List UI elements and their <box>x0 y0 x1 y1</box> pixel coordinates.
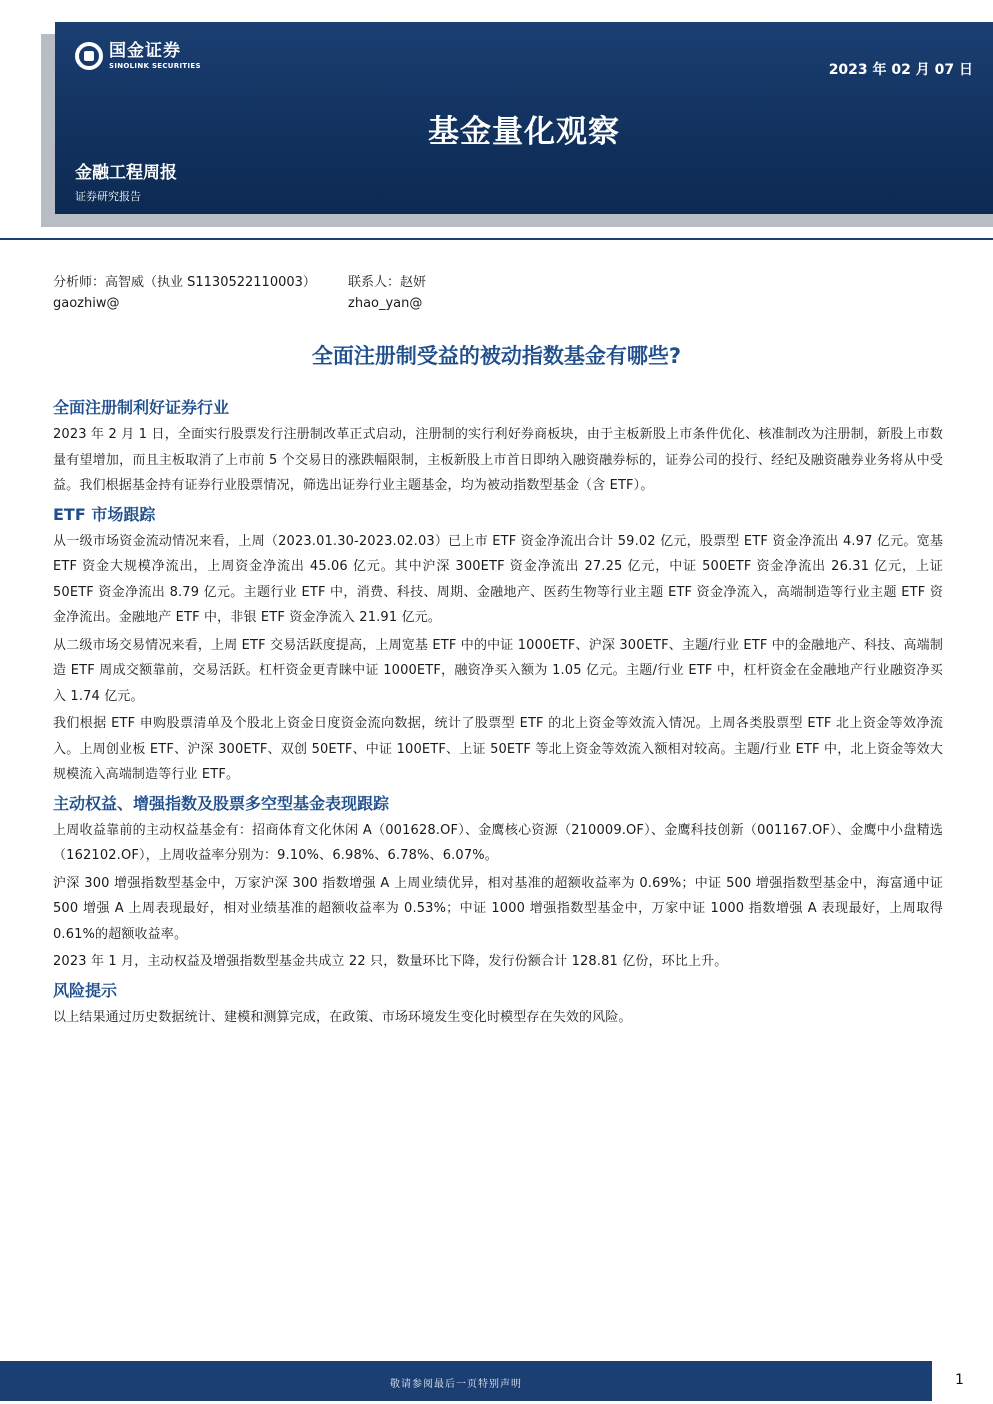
paragraph: 沪深 300 增强指数型基金中，万家沪深 300 指数增强 A 上周业绩优异，相对基准的超额收益率为 0.69%；中证 500 增强指数型基金中，海富通中证 500 增强 A 上周表现最好，相对业绩基准的超额收益率为 0.53%；中证 1000 增强指数型基金中，万家中证 1000 指数增强 A 表现最好，上周取得 0.61%的超额收益率。 <box>53 875 943 942</box>
analyst-email[interactable]: gaozhiw@ <box>53 296 120 311</box>
paragraph: 2023 年 1 月，主动权益及增强指数型基金共成立 22 只，数量环比下降，发行份额合计 128.81 亿份，环比上升。 <box>53 954 728 969</box>
analyst-name: 分析师：高智威（执业 S1130522110003） <box>53 275 316 290</box>
document-title: 全面注册制受益的被动指数基金有哪些? <box>311 344 682 368</box>
section-heading: 主动权益、增强指数及股票多空型基金表现跟踪 <box>53 793 390 813</box>
report-title: 基金量化观察 <box>428 114 620 150</box>
section-heading: ETF 市场跟踪 <box>53 504 156 524</box>
section-heading: 风险提示 <box>53 980 118 1000</box>
logo-name-en: SINOLINK SECURITIES <box>109 61 201 70</box>
report-banner <box>55 22 993 214</box>
contact-email[interactable]: zhao_yan@ <box>348 296 423 311</box>
paragraph: 我们根据 ETF 申购股票清单及个股北上资金日度资金流向数据，统计了股票型 ETF 的北上资金等效流入情况。上周各类股票型 ETF 北上资金等效净流入。上周创业板 ETF、沪深 300ETF、双创 50ETF、中证 100ETF、上证 50ETF 等北上资金等效流入额相对较高。主题/行业 ETF 中，北上资金等效大规模流入高端制造等行业 ETF。 <box>53 716 943 782</box>
logo-mark-icon <box>75 42 103 70</box>
report-date: 2023 年 02 月 07 日 <box>828 62 973 78</box>
report-type: 证券研究报告 <box>75 190 141 203</box>
contact-name: 联系人：赵妍 <box>348 275 427 290</box>
paragraph: 从二级市场交易情况来看，上周 ETF 交易活跃度提高，上周宽基 ETF 中的中证 1000ETF、沪深 300ETF、主题/行业 ETF 中的金融地产、科技、高端制造 ETF 周成交额靠前，交易活跃。杠杆资金更青睐中证 1000ETF，融资净买入额为 1.05 亿元。主题/行业 ETF 中，杠杆资金在金融地产行业融资净买入 1.74 亿元。 <box>53 637 943 704</box>
page-number: 1 <box>955 1372 964 1388</box>
paragraph: 2023 年 2 月 1 日，全面实行股票发行注册制改革正式启动，注册制的实行利好券商板块，由于主板新股上市条件优化、核准制改为注册制，新股上市数量有望增加，而且主板取消了上市前 5 个交易日的涨跌幅限制，主板新股上市首日即纳入融资融券标的，证券公司的投行、经纪及融资融券业务将从中受益。我们根据基金持有证券行业股票情况，筛选出证券行业主题基金，均为被动指数型基金（含 ETF）。 <box>53 427 943 493</box>
report-body <box>53 394 943 1032</box>
paragraph: 以上结果通过历史数据统计、建模和测算完成，在政策、市场环境发生变化时模型存在失效的风险。 <box>53 1009 632 1025</box>
paragraph: 从一级市场资金流动情况来看，上周（2023.01.30-2023.02.03）已上市 ETF 资金净流出合计 59.02 亿元，股票型 ETF 资金净流出 4.97 亿元。宽基 ETF 资金大规模净流出，上周资金净流出 45.06 亿元。其中沪深 300ETF 资金净流出 27.25 亿元，中证 500ETF 资金净流出 26.31 亿元，上证 50ETF 资金净流出 8.79 亿元。主题行业 ETF 中，消费、科技、周期、金融地产、医药生物等行业主题 ETF 资金净流入，高端制造等行业主题 ETF 资金净流出。金融地产 ETF 中，非银 ETF 资金净流入 21.91 亿元。 <box>53 533 943 625</box>
header-rule <box>0 238 993 240</box>
report-series: 金融工程周报 <box>75 163 177 183</box>
logo-name-cn: 国金证券 <box>109 40 181 61</box>
company-logo <box>75 42 201 70</box>
section-heading: 全面注册制利好证券行业 <box>53 398 230 417</box>
disclaimer-note: 敬请参阅最后一页特别声明 <box>390 1379 522 1390</box>
paragraph: 上周收益靠前的主动权益基金有：招商体育文化休闲 A（001628.OF）、金鹰核心资源（210009.OF）、金鹰科技创新（001167.OF）、金鹰中小盘精选（162102.OF），上周收益率分别为：9.10%、6.98%、6.78%、6.07%。 <box>53 822 943 863</box>
